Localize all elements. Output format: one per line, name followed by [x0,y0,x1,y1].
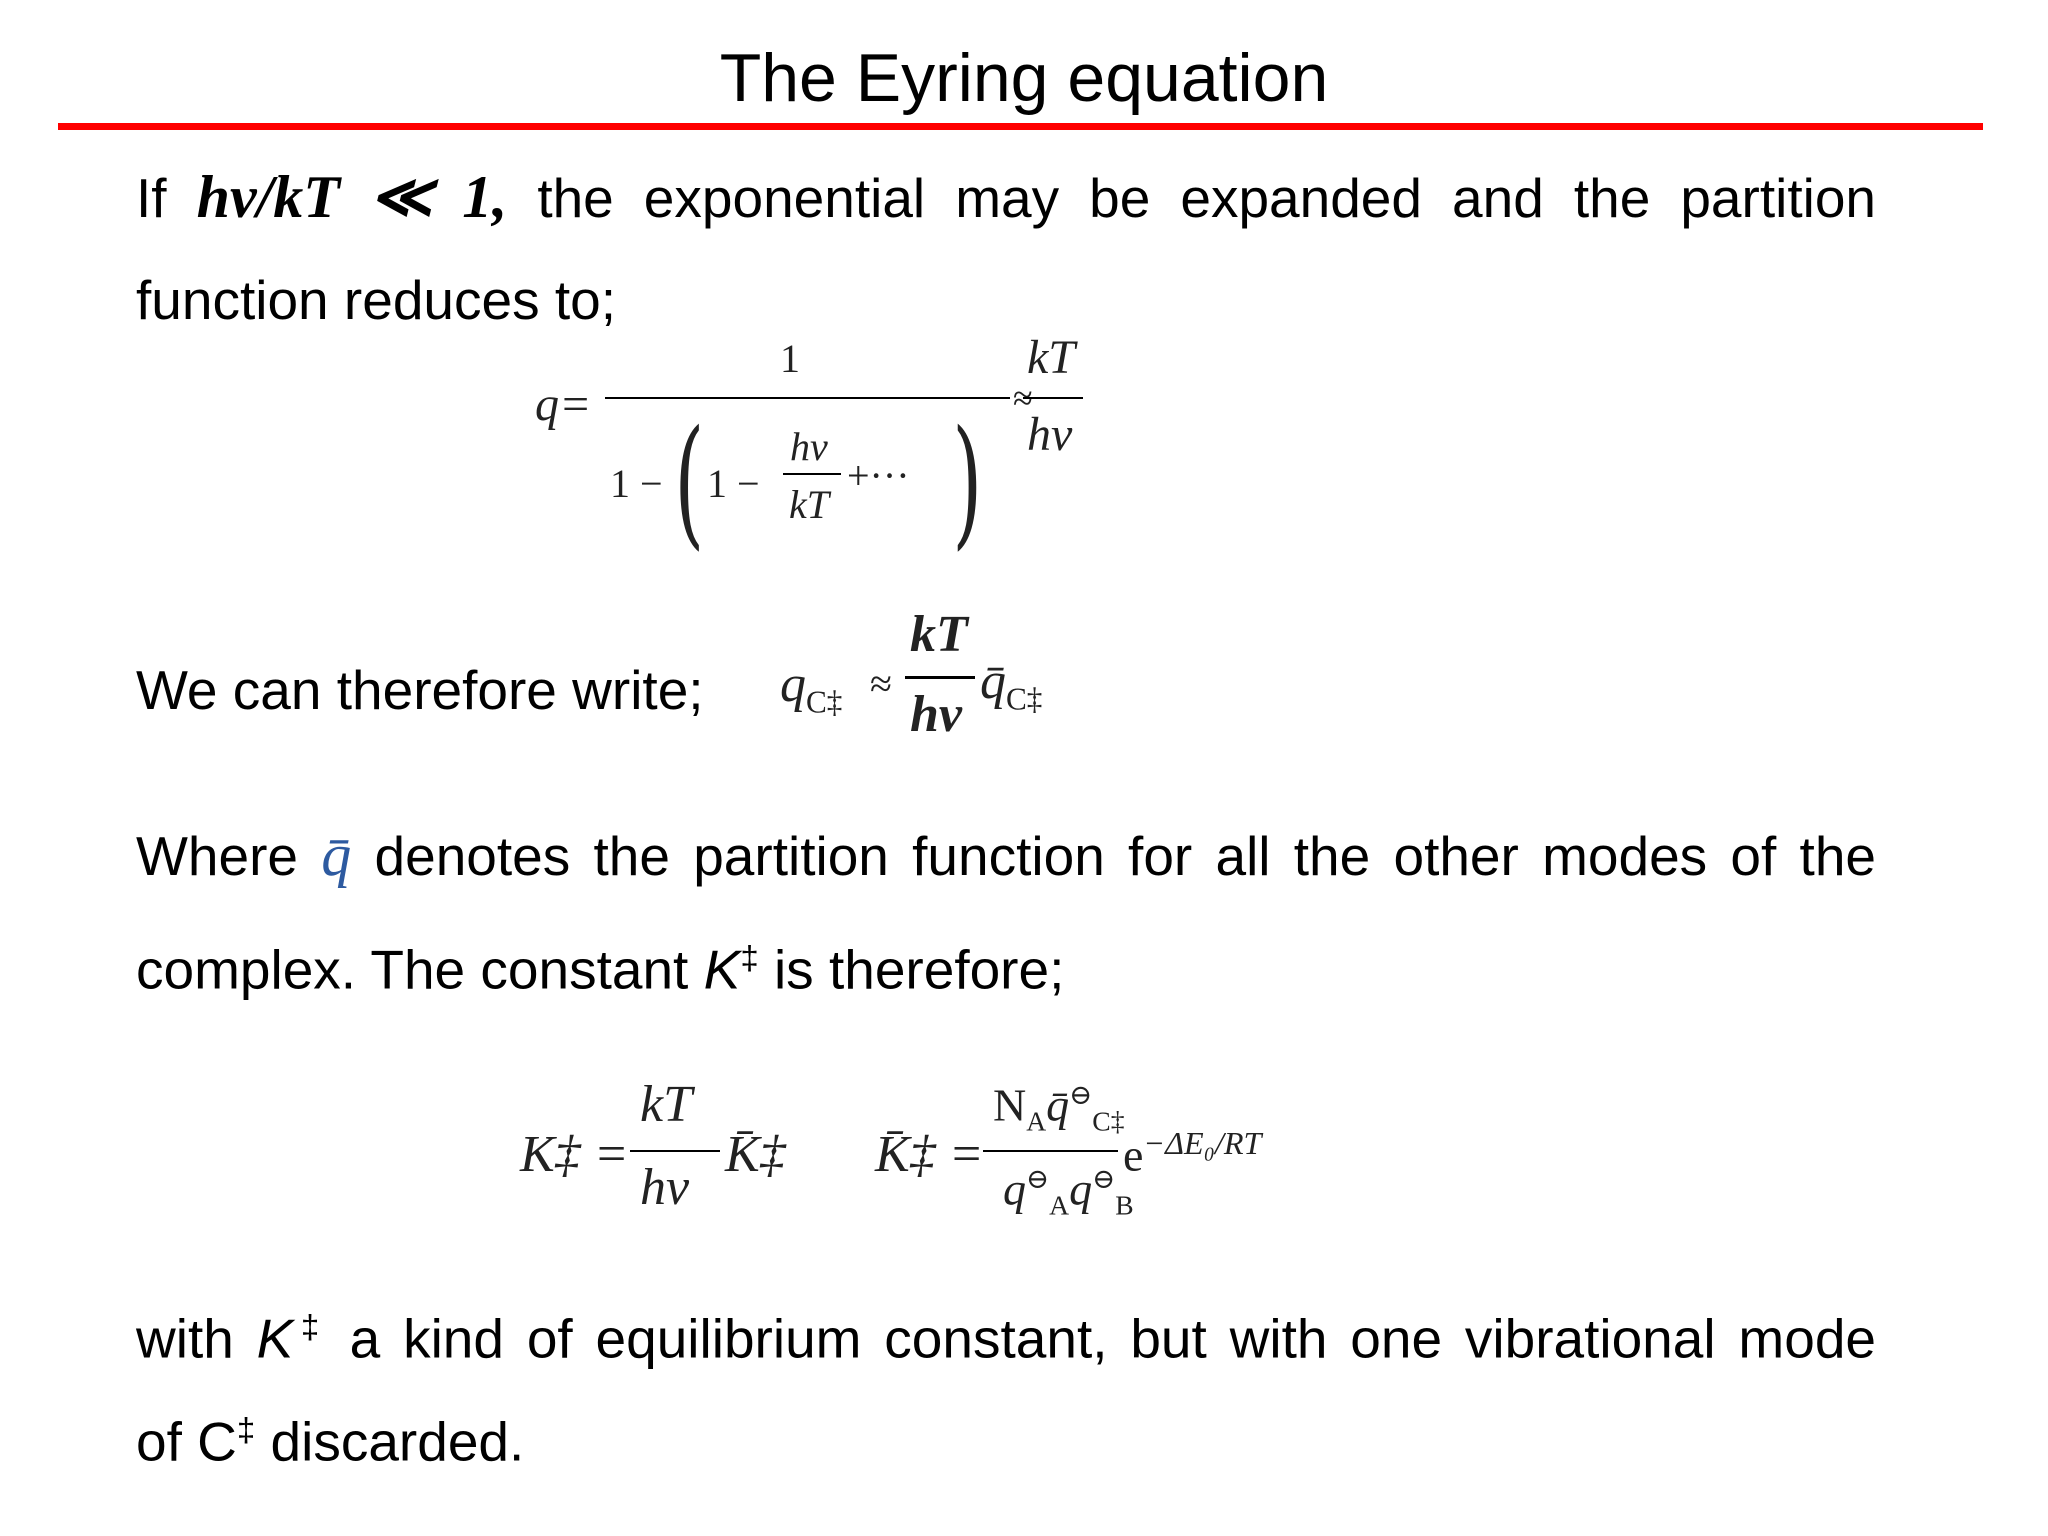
eq1-lhs: q= [535,378,592,431]
title-underline [58,123,1983,130]
para3-line2-pre: complex. The constant [136,938,689,1001]
paragraph-4-line-2 [136,1378,1876,1493]
paragraph-3-line-2 [136,906,1876,1021]
eq2a-bar [905,676,975,679]
k-dagger-equation [520,1070,820,1240]
eq2a-rhs: $q̄_{C\ddagger}$ [980,653,1043,717]
paragraph-1-line-1 [136,146,1876,250]
paragraph-3-text: denotes the partition function for all the other modes of the [374,825,1877,887]
eq1-inner-den: kT [789,482,829,527]
eq-k-num: kT [640,1076,692,1133]
dagger-symbol: ‡ [740,939,759,976]
eq-k-bar [630,1150,720,1152]
eq2a-den: hν [910,686,962,743]
dagger-symbol-2: ‡ [293,1308,327,1345]
eq1-den-prefix: 1 − [610,461,663,506]
eq1-fraction-bar [605,397,1010,399]
eq-k-den: hν [640,1159,690,1216]
paragraph-4-line-1 [136,1275,1876,1390]
k-symbol-2: K [256,1307,294,1370]
dagger-symbol-3: ‡ [236,1411,256,1448]
qbar-symbol: q̄ [321,822,352,888]
paragraph-1-text: the exponential may be expanded and the partition [537,167,1876,229]
para4-line2-pre: of C [136,1410,237,1473]
eq2a-approx: ≈ [870,661,892,706]
eq1-right-num: kT [1027,331,1075,384]
eq-kbar-den: $q^⊖_Aq^⊖_B$ [1003,1163,1134,1221]
k-bar-equation [875,1070,1325,1240]
slide-title: The Eyring equation [719,40,1329,116]
eq1-inner-bar [783,473,841,475]
right-paren-icon: ) [952,401,983,564]
where-word: Where [136,825,298,887]
eq1-right-bar [1023,397,1083,399]
eq1-numerator: 1 [780,336,800,381]
eq1-inner-num: hν [790,424,828,469]
para4-pre: with [136,1307,234,1370]
eq-k-lhs: K‡ = [520,1126,629,1183]
eq2a-num: kT [910,606,968,663]
paragraph-2-text: We can therefore write; [136,659,704,721]
eq-kbar-bar [983,1150,1118,1152]
eq-kbar-exp: $e^{-\Delta E_0/RT}$ [1123,1125,1262,1181]
eq1-den-inner: 1 − [707,461,760,506]
para3-line2-post: is therefore; [773,938,1065,1001]
eq-k-rhs: K̄‡ [725,1126,786,1183]
q-complex-equation [780,600,1080,760]
partition-function-equation [535,325,1095,565]
paragraph-3-line-1 [136,804,1876,908]
condition-math: hν/kT ≪ 1, [196,164,508,230]
para4-post: a kind of equilibrium constant, but with one vibrational mode [349,1307,1876,1370]
eq2a-lhs: $q_{C\ddagger}$ [780,656,843,720]
k-symbol: K [703,938,741,1001]
para4-line2-post: discarded. [255,1410,525,1473]
eq1-right-den: hν [1027,408,1073,461]
eq1-inner-rest: +··· [847,453,910,498]
eq-kbar-num: $N_Aq̄^⊖_{C\ddagger}$ [993,1079,1125,1137]
left-paren-icon: ( [674,401,705,564]
eq1-approx: ≈ [1013,378,1033,418]
eq-kbar-lhs: K̄‡ = [875,1126,984,1183]
paragraph-1-line-2: function reduces to; [136,269,617,331]
if-word: If [136,167,167,229]
